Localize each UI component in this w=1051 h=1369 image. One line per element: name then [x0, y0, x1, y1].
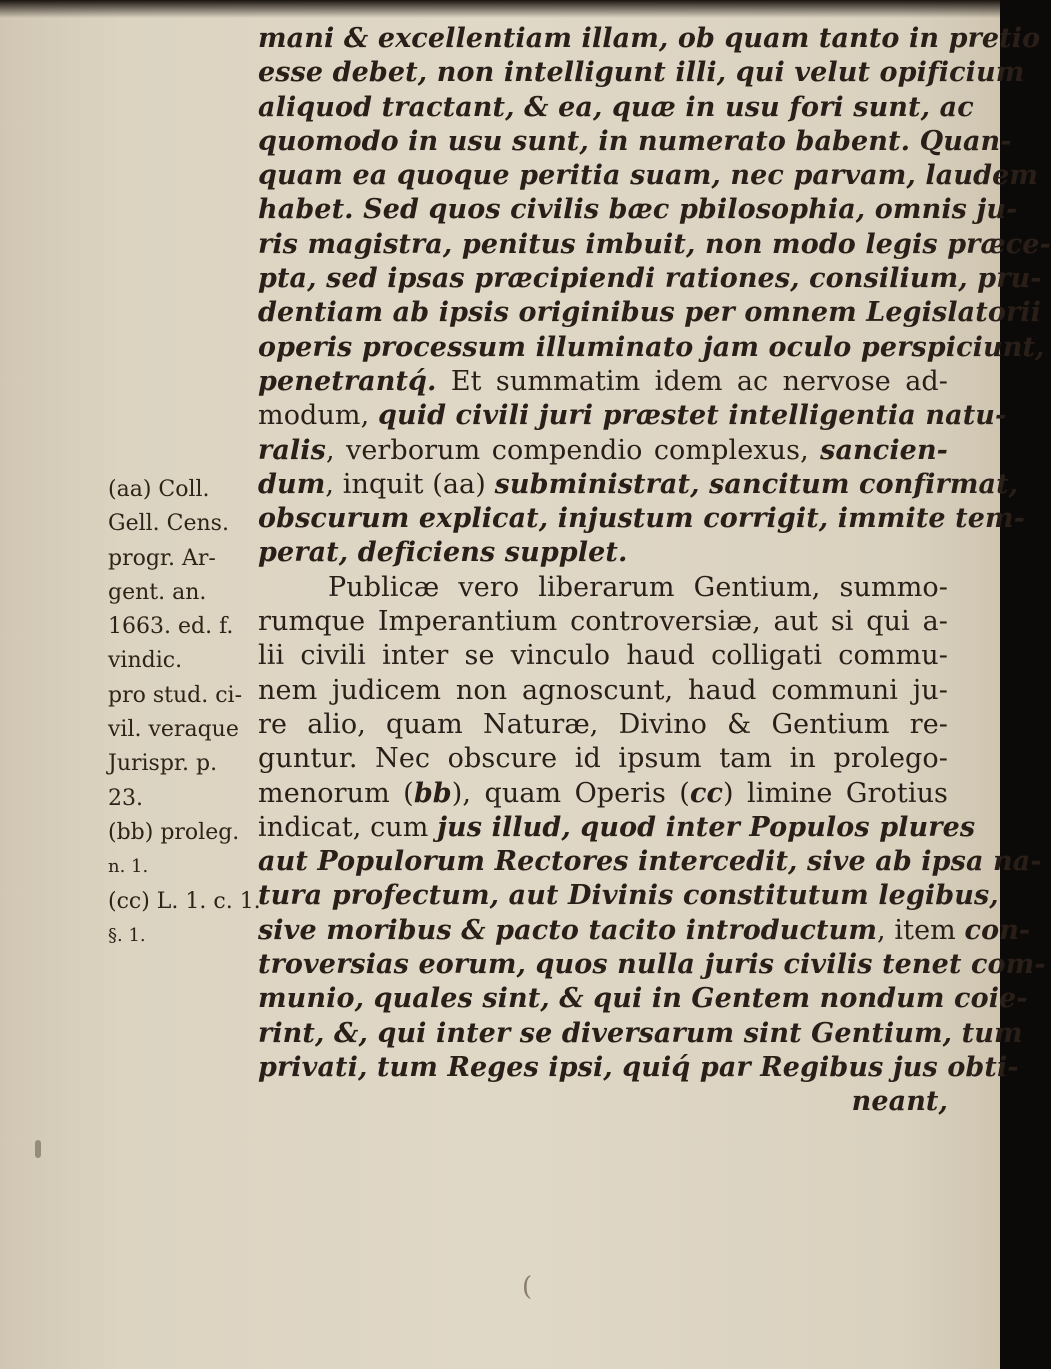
- text-run: Publicæ vero liberarum Gentium, summo-: [328, 571, 948, 603]
- text-run: dentiam ab ipsis originibus per omnem Legislatorii: [258, 297, 1041, 329]
- text-run: aut Populorum Rectores intercedit, sive ab ipsa na-: [258, 846, 1042, 878]
- text-line: [258, 845, 1042, 879]
- text-line: [258, 228, 1051, 262]
- roman-run: , item: [877, 914, 965, 946]
- margin-note-line: (cc) L. 1. c. 1.: [108, 888, 261, 914]
- italic-run: cc: [689, 777, 724, 809]
- margin-note-line: progr. Ar-: [108, 545, 216, 571]
- roman-run: menorum (: [258, 777, 414, 809]
- text-line: [258, 674, 948, 708]
- text-line: [258, 777, 948, 811]
- text-line: [258, 91, 974, 125]
- italic-run: subministrat, sancitum confirmat,: [494, 468, 1019, 500]
- text-run: pta, sed ipsas præcipiendi rationes, consilium, pru-: [258, 263, 1042, 295]
- text-line: [258, 399, 1007, 433]
- text-run: lii civili inter se vinculo haud colligati commu-: [258, 640, 948, 672]
- text-line: [258, 948, 1046, 982]
- text-run: ris magistra, penitus imbuit, non modo legis præce-: [258, 228, 1051, 260]
- text-line: [258, 1051, 1019, 1085]
- roman-run: , inquit (aa): [325, 468, 495, 500]
- roman-run: ), quam Operis (: [451, 777, 690, 809]
- text-line: [258, 571, 948, 605]
- text-line: [258, 1017, 1023, 1051]
- italic-run: ralis: [258, 434, 326, 466]
- text-run: perat, deficiens supplet.: [258, 537, 628, 569]
- main-text-block: [258, 22, 1051, 1120]
- italic-run: sancien-: [820, 434, 948, 466]
- text-line: [258, 193, 1018, 227]
- text-run: re alio, quam Naturæ, Divino & Gentium re-: [258, 708, 948, 740]
- text-run: rumque Imperantium controversiæ, aut si qui a-: [258, 606, 948, 638]
- roman-run: indicat, cum: [258, 811, 438, 843]
- text-line: [258, 296, 1041, 330]
- margin-note-line: pro stud. ci-: [108, 682, 242, 708]
- margin-note-line: vindic.: [108, 648, 183, 674]
- text-run: operis processum illuminato jam oculo perspiciunt,: [258, 331, 1045, 363]
- italic-run: sive moribus & pacto tacito introductum: [258, 914, 878, 946]
- text-line: [258, 56, 1025, 90]
- text-line: [258, 1085, 948, 1119]
- italic-run: con-: [964, 914, 1031, 946]
- italic-run: penetrantq́.: [258, 365, 437, 397]
- margin-note-line: §. 1.: [108, 924, 146, 946]
- text-line: [258, 536, 948, 570]
- text-line: [258, 125, 1012, 159]
- margin-notes: [108, 473, 263, 953]
- text-line: [258, 331, 1045, 365]
- text-line: [258, 982, 1028, 1016]
- text-run: mani & excellentiam illam, ob quam tanto in pretio: [258, 23, 1041, 54]
- text-run: rint, &, qui inter se diversarum sint Gentium, tum: [258, 1017, 1023, 1049]
- text-run: aliquod tractant, & ea, quæ in usu fori sunt, ac: [258, 91, 974, 123]
- text-line: [258, 365, 948, 399]
- roman-run: , verborum compendio complexus,: [325, 434, 821, 466]
- text-line: [258, 434, 948, 468]
- text-run: troversias eorum, quos nulla juris civilis tenet com-: [258, 949, 1046, 981]
- text-run: quam ea quoque peritia suam, nec parvam, laudem: [258, 160, 1039, 192]
- text-line: [258, 708, 948, 742]
- text-run: nem judicem non agnoscunt, haud communi ju-: [258, 674, 948, 706]
- text-run: neant,: [851, 1086, 948, 1118]
- roman-run: Et summatim idem ac nervose ad-: [436, 365, 948, 397]
- italic-run: quid civili juri præstet intelligentia natu-: [378, 400, 1007, 432]
- margin-note-line: 23.: [108, 785, 143, 811]
- text-line: [258, 468, 1019, 502]
- margin-note-line: 1663. ed. f.: [108, 614, 234, 640]
- italic-run: dum: [258, 468, 326, 500]
- text-run: quomodo in usu sunt, in numerato babent. Quan-: [258, 125, 1012, 157]
- text-run: obscurum explicat, injustum corrigit, immite tem-: [258, 503, 1026, 535]
- text-line: [258, 639, 948, 673]
- paper-stain: [35, 1140, 41, 1158]
- text-run: privati, tum Reges ipsi, quiq́ par Regibus jus obti-: [258, 1051, 1019, 1083]
- page-top-shadow: [0, 0, 1000, 18]
- roman-run: ) limine Grotius: [723, 777, 949, 809]
- text-line: [258, 262, 1042, 296]
- text-line: [258, 22, 1041, 56]
- text-run: guntur. Nec obscure id ipsum tam in prolego-: [258, 743, 948, 775]
- margin-note-line: vil. veraque: [108, 717, 239, 743]
- text-line: [258, 159, 1039, 193]
- text-run: habet. Sed quos civilis bæc pbilosophia, omnis ju-: [258, 194, 1018, 226]
- text-line: [258, 811, 976, 845]
- margin-note-line: gent. an.: [108, 579, 207, 605]
- text-line: [258, 605, 948, 639]
- margin-note-line: n. 1.: [108, 856, 149, 878]
- margin-note-line: Gell. Cens.: [108, 511, 229, 537]
- text-run: esse debet, non intelligunt illi, qui velut opificium: [258, 57, 1025, 89]
- text-line: [258, 879, 999, 913]
- roman-run: modum,: [258, 400, 378, 432]
- stray-mark: (: [522, 1272, 533, 1302]
- text-run: tura profectum, aut Divinis constitutum legibus,: [258, 880, 999, 912]
- italic-run: bb: [413, 777, 452, 809]
- text-line: [258, 742, 948, 776]
- text-line: [258, 914, 1031, 948]
- text-run: munio, quales sint, & qui in Gentem nondum coie-: [258, 983, 1028, 1015]
- text-line: [258, 502, 1026, 536]
- margin-note-line: (bb) proleg.: [108, 819, 240, 845]
- margin-note-line: Jurispr. p.: [108, 751, 218, 777]
- italic-run: jus illud, quod inter Populos plures: [437, 811, 976, 843]
- margin-note-line: (aa) Coll.: [108, 477, 210, 502]
